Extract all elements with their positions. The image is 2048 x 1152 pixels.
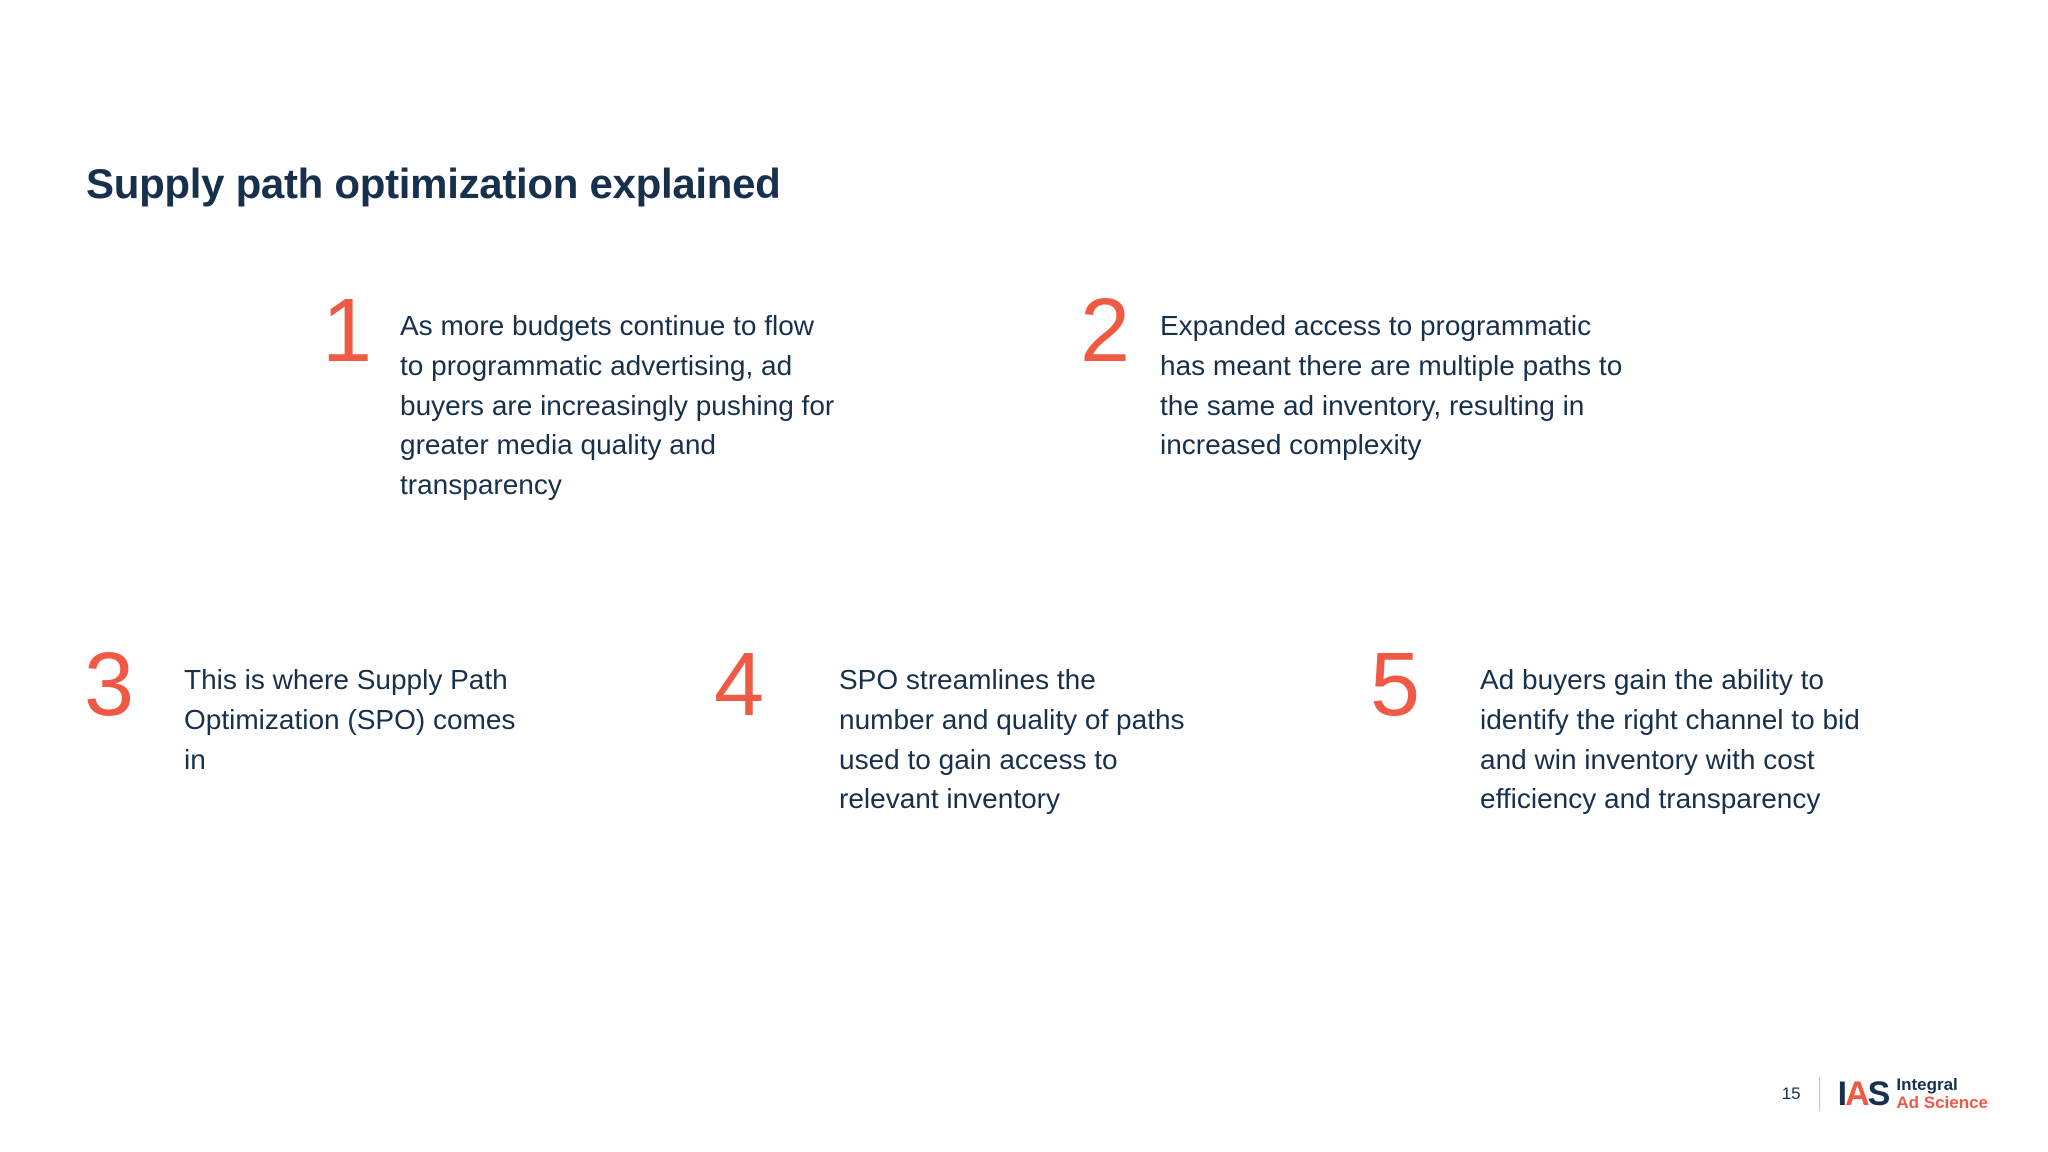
logo-line-1: Integral xyxy=(1896,1075,1958,1095)
item-text: As more budgets continue to flow to programmatic advertising, ad buyers are increasingly pushing for greater media quality and transparency xyxy=(400,310,835,500)
logo-line-2: Ad Science xyxy=(1896,1093,1988,1113)
logo-mark-right: S xyxy=(1867,1075,1889,1114)
logo-mark-accent: A xyxy=(1845,1075,1868,1114)
item-number: 5 xyxy=(1370,635,1421,735)
footer-divider xyxy=(1819,1077,1820,1111)
item-number: 3 xyxy=(84,635,135,735)
slide-footer xyxy=(1782,1076,1988,1112)
item-number: 1 xyxy=(322,281,373,381)
logo-wordmark xyxy=(1896,1076,1988,1112)
item-number: 4 xyxy=(714,635,765,735)
item-text: Expanded access to programmatic has meant there are multiple paths to the same ad inventory, resulting in increased complexity xyxy=(1160,310,1623,461)
item-text: This is where Supply Path Optimization (SPO) comes in xyxy=(184,664,516,775)
page-number: 15 xyxy=(1781,1084,1801,1104)
list-item xyxy=(84,635,524,779)
logo-mark-icon xyxy=(1837,1075,1889,1114)
logo-mark-left: I xyxy=(1837,1075,1846,1114)
item-number: 2 xyxy=(1080,281,1131,381)
list-item xyxy=(322,281,862,505)
item-text: Ad buyers gain the ability to identify the right channel to bid and win inventory with cost efficiency and transparency xyxy=(1480,664,1860,815)
list-item xyxy=(1080,281,1640,465)
list-item xyxy=(714,635,1194,819)
list-item xyxy=(1370,635,1900,819)
page-title: Supply path optimization explained xyxy=(86,160,781,207)
ias-logo xyxy=(1838,1076,1988,1112)
item-text: SPO streamlines the number and quality of paths used to gain access to relevant inventory xyxy=(839,664,1185,815)
